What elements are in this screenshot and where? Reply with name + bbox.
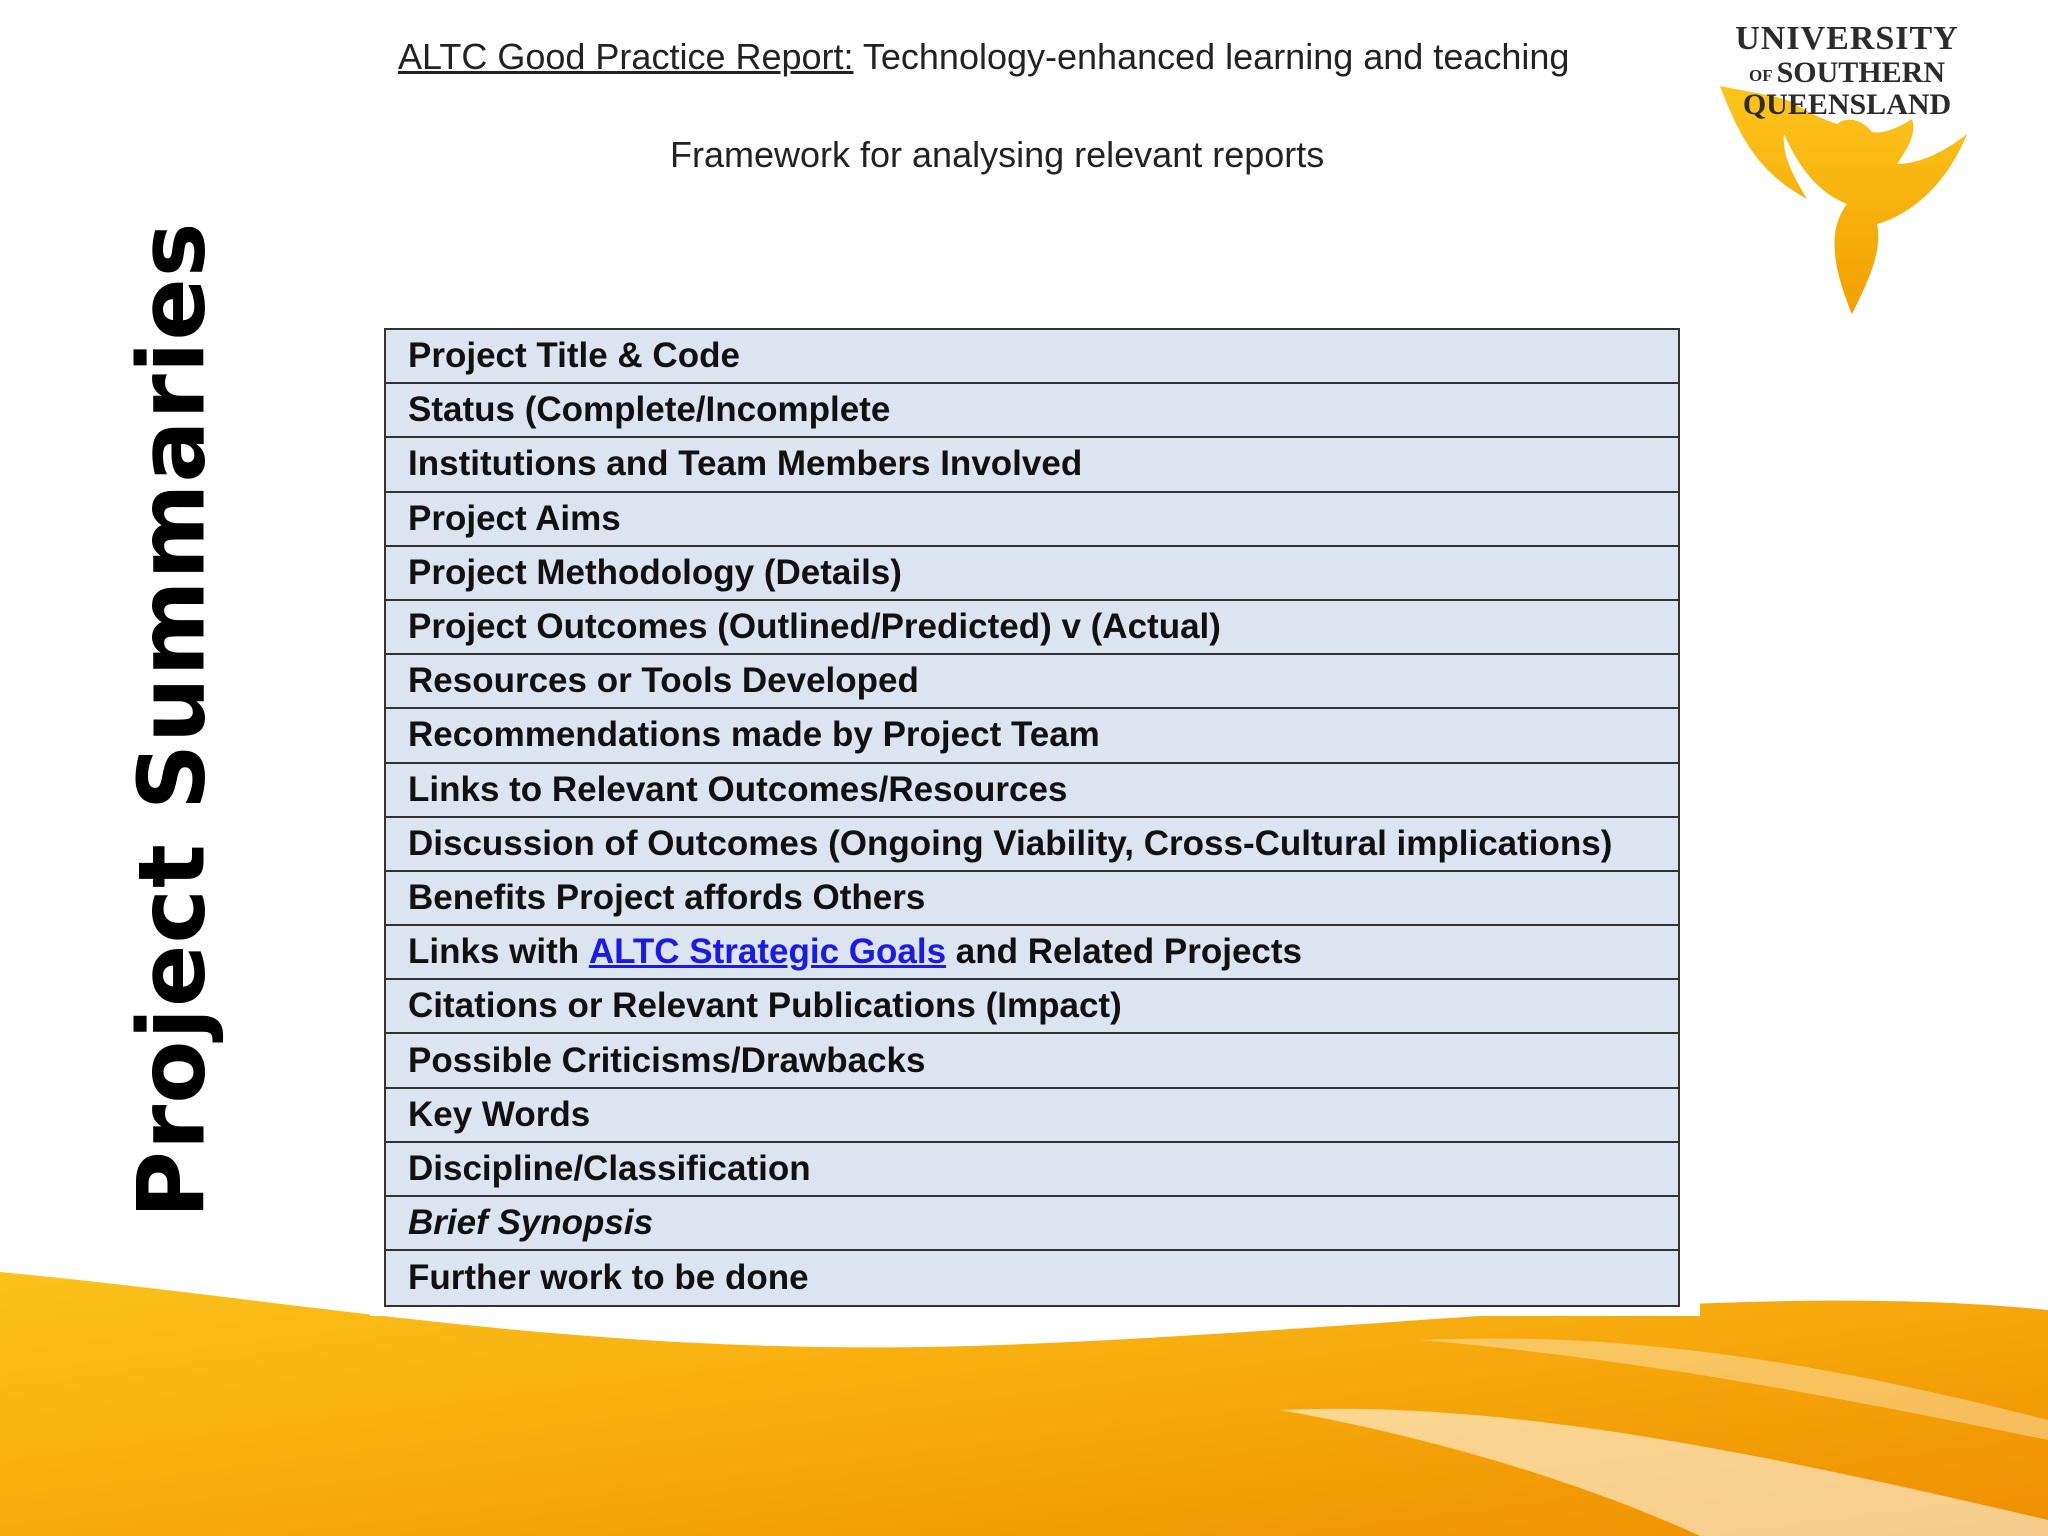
- logo-line-southern: OF SOUTHERN: [1749, 56, 1945, 89]
- framework-subheading: Framework for analysing relevant reports: [670, 134, 1325, 175]
- table-row: Brief Synopsis: [386, 1197, 1678, 1251]
- altc-strategic-goals-link[interactable]: ALTC Strategic Goals: [588, 932, 947, 972]
- table-row: Institutions and Team Members Involved: [386, 438, 1678, 492]
- logo-line-queensland: QUEENSLAND: [1742, 88, 1952, 121]
- table-row: Benefits Project affords Others: [386, 872, 1678, 926]
- table-row: Discipline/Classification: [386, 1143, 1678, 1197]
- table-row: Citations or Relevant Publications (Impact): [386, 980, 1678, 1034]
- slide-title: Project Summaries: [118, 221, 226, 1219]
- table-row: Project Outcomes (Outlined/Predicted) v (Actual): [386, 601, 1678, 655]
- report-heading: [398, 36, 1569, 78]
- table-row: Further work to be done: [408, 1258, 809, 1298]
- table-row: Status (Complete/Incomplete: [386, 384, 1678, 438]
- usq-logo-text: [1712, 22, 1982, 120]
- table-row: Discussion of Outcomes (Ongoing Viability, Cross-Cultural implications): [386, 818, 1678, 872]
- report-label: ALTC Good Practice Report:: [398, 36, 854, 77]
- report-topic: Technology-enhanced learning and teaching: [853, 36, 1570, 77]
- links-suffix: and Related Projects: [946, 932, 1303, 972]
- table-row-links: [386, 926, 1678, 980]
- logo-line-university: UNIVERSITY: [1735, 20, 1959, 57]
- links-prefix: Links with: [408, 932, 589, 972]
- table-row: Links to Relevant Outcomes/Resources: [386, 764, 1678, 818]
- table-row: Possible Criticisms/Drawbacks: [386, 1034, 1678, 1088]
- table-row: Resources or Tools Developed: [386, 655, 1678, 709]
- table-row: Project Aims: [386, 493, 1678, 547]
- table-row: Recommendations made by Project Team: [386, 709, 1678, 763]
- table-row: Project Methodology (Details): [386, 547, 1678, 601]
- framework-table: [384, 328, 1680, 1307]
- table-row: Project Title & Code: [386, 330, 1678, 384]
- table-row: Key Words: [386, 1089, 1678, 1143]
